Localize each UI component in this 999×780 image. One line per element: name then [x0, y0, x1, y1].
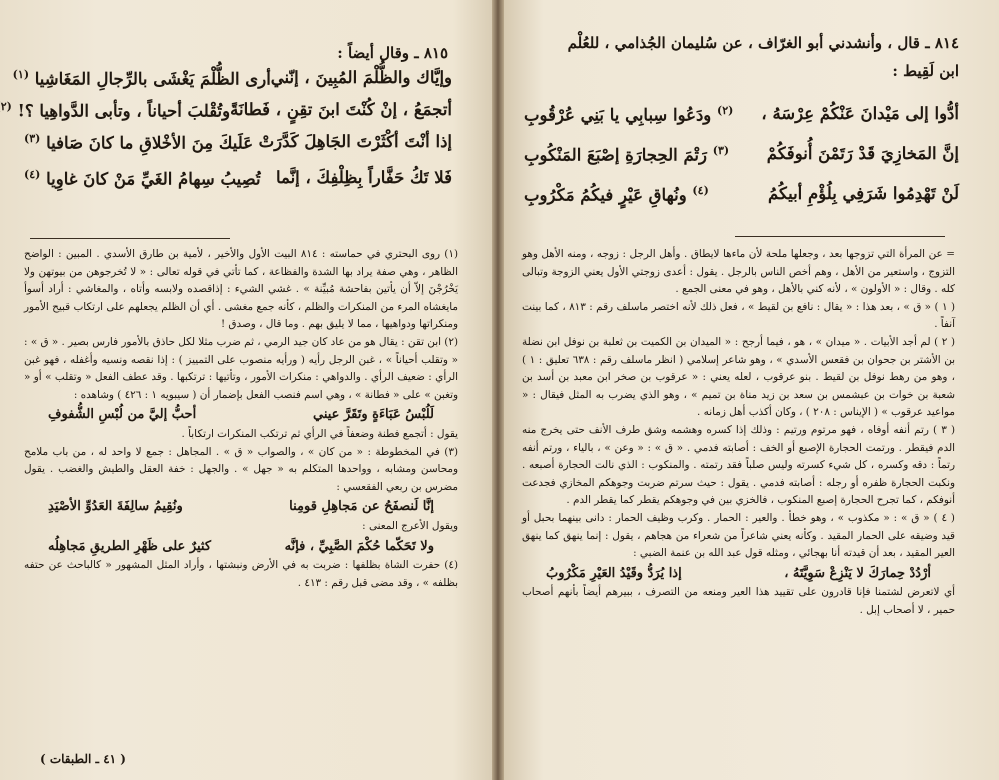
verse-line — [24, 168, 452, 189]
footnote: = عن المرأة التي تزوجها بعد ، وجعلها ملحة لأن ماءها لايطاق . وأهل الرجل : زوجه ، ومنه الأهل وهو التزوج ، واستعير من الأهل ، وهم أخص الناس بالرجل . يقول : أعدى زوجتي الأول يعني الزوجة وتبالى كله . وقال : « الأولون » ، لأنه كني بالأهل ، وهو في معنى الجمع . — [522, 248, 955, 296]
verse-hemistich: $^{(٢)}$ ودَعُوا سِبابِي يا بَنِي عُرْقُوبِ — [524, 104, 734, 125]
footnote: أي لاتعرض لشتمنا فإنا قادرون على تقييد هذا العير ومنعه من التصرف ، ببيرهم أيضاً بأنهم أصحاب حمير ، لا أصحاب إبل . — [522, 586, 955, 616]
footnote: ( ٢ ) لم أجد الأبيات . « ميدان » ، هو ، فيما أرجح : « الميدان بن الكميت بن ثعلبة بن نوفل ابن نضلة بن الأشتر بن جحوان بن فقعس الأسدي » ، وهو شاعر إسلامي ( انظر ماسلف رقم : ٦٣٨ تعليق : ١ ) ، وهو من رهط نوفل بن لقيط . بنو عرقوب ، لعله يعني : « عرقوب بن صخر ابن معبد بن أسد بن شعبة بن خوات بن عبشمس بن سعد بن زيد مناة بن تميم » ، وهو الذي يضرب به المثل فيقال : « مواعيد عرقوب » ( الإيناس : ٢٠٨ ) ، وكان أكذب أهل زمانه . — [522, 335, 956, 419]
verse-hemistich: ونُقِيمُ سالِفَةَ العَدُوِّ الأصْيَدِ — [48, 499, 183, 515]
verse-hemistich: إنَّا لَنصفَحُ عن مَجاهِلِ قومِنا — [289, 499, 434, 515]
verse-hemistich: أرى الظُّلْمَ يَغْشَى بالرِّجالِ المَغَاشِيا $^{(١)}$ — [12, 68, 271, 89]
left-page — [0, 0, 492, 780]
verse-line — [524, 104, 959, 125]
verse-hemistich: فَلا تَكُ حَفَّاراً بِظِلْفِكَ ، إنَّما — [276, 168, 452, 187]
footnote: (٤) حفرت الشاة بظلفها : ضربت به في الأرض ونبشتها ، وأراد المثل المشهور « كالباحث عن حتفه بظلفه » ، وقد مضى قبل رقم : ٤١٣ . — [24, 559, 458, 589]
verse-hemistich: لَنْ تَهْدِمُوا شَرَفِي بِلُؤْمِ أبيكُمُ — [768, 184, 959, 203]
footnote: ويقول الأعرج المعنى : — [362, 519, 458, 532]
footnote: يقول : أتجمع فطنة وضعفاً في الرأي ثم ترتكب المنكرات ارتكاباً . — [181, 427, 458, 440]
verse-line — [0, 100, 452, 121]
verse-hemistich: $^{(٤)}$ ونُهاقِ عَيْرٍ فيكُمُ مَكْرُوبِ — [524, 184, 709, 205]
quoted-verse — [48, 406, 434, 424]
verse-hemistich: أدُّوا إلى مَيْدانَ عَنْكُمْ عِرْسَهُ ، — [761, 104, 959, 123]
page-signature: ( ٤١ ـ الطبقات ) — [40, 752, 126, 766]
verse-hemistich: $^{(٣)}$ رَتْمَ الحِجارَةِ إصْبَعَ المَنْكُوبِ — [524, 144, 730, 165]
footnote: (٣) في المخطوطة : « من كان » ، والصواب « ق » . المجاهل : جمع لا واحد له ، من باب ملامح ومحاسن ومشابه ، وواحدها المتكلم به « جهل » . والجهل : خفة العقل والطيش والغضب . يقول مضرس بن ربعي الفقعسي : — [24, 445, 458, 493]
footnote: (٢) ابن تقن : يقال هو من عاد كان جيد الرمي ، ثم ضرب مثلا لكل حاذق بالأمور فارس بصير . « ق » : « وتقلب أحياناً » ، غبن الرجل رأيه ( ورأيه منصوب على التمييز ) : إذا نقصه ونسيه وأغفله ، فهو غبن الرأي : ضعيف الرأي . والدواهي : منكرات الأمور ، وتأتيها : ترتكبها . وقد عطف الفعل « وتقلب » أو « وتغبن » على « فطانة » ، وهي اسم فنصب الفعل بإضمار أن ( سيبويه ١ : ٤٢٦ ) وشاهده : — [24, 335, 458, 401]
footnotes — [522, 246, 955, 619]
section-heading: ٨١٥ ـ وقال أيضاً : — [337, 44, 448, 62]
footnote: ( ٣ ) رتم أنفه أوفاه ، فهو مرتوم ورتيم : وذلك إذا كسره وهشمه وشق طرف الأنف حتى يخرج منه الدم فيقطر . ورتمت الحجارة الإصبع أو الخف : أصابته فدمي . « ق » : « وعن » ، بالياء ، ورتم أنفه رتماً : دقه وكسره ، كل شيء كسرته وليس صلباً فقد رتمته . والمنكوب : الذي نالت الحجارة أصبعه . ونكبت الحجارة ظفره أو رجله : أصابته فدمي . يقول : حيث سرتم ضربت وجوهكم المخازي فجدعت أنوفكم ، كما تجرح الحجارة إصبع المنكوب ، فالخزي بين في وجوهكم يقطر كما يقطر الدم . — [522, 423, 956, 507]
quoted-verse — [48, 538, 434, 556]
footnote: ( ٤ ) « ق » : « مكذوب » ، وهو خطأ . والعير : الحمار . وكرب وظيف الحمار : دانى بينهما بحبل أو قيد وضيقه على الحمار المقيد . وكأنه يعني شاعراً من شعراء من هجاهم ، يقول : إنما ينهق كما ينهق العير المقيد ، بعد أن قيدته أنا بهجائي ، ومثله قول عبد الله بن عنمة الضبي : — [522, 511, 955, 560]
verse-hemistich: كثيرٌ على ظَهْرِ الطريقِ مَجاهِلُه — [48, 538, 212, 554]
right-page — [504, 0, 999, 780]
verse-hemistich: ولا تَحَكّما حُكْمَ الصَّبِيِّ ، فإنَّه — [284, 538, 434, 554]
verse-hemistich: إذا يُرَدُّ وقَيْدُ العَيْرِ مَكْرُوبُ — [546, 565, 682, 581]
verse-hemistich: وتُقْلبَ أحياناً ، وتأبى الدَّواهِيا ؟! $^{(٢}$ — [0, 100, 231, 121]
verse-hemistich: أرْدُدْ حِمارَكَ لا يَنْزِعْ سَوِيَّتَهُ ، — [784, 565, 931, 581]
footnote-rule — [30, 238, 230, 239]
footnote: (١) روى البحتري في حماسته : ٨١٤ البيت الأول والأخير ، لأمية بن طارق الأسدي . المبين : الواضح الظاهر ، وهي صفة يراد بها الشدة والفظاعة ، كما تأتي في قوله تعالى : « لا تُخرجوهن من بيوتهن ولا يَخْرُجْنَ إلاّ أن يأتين بفاحشة مُبيِّنة » . غشي الشيء : إذاقصده ولابسه وأتاه ، والمغاشي : أراد أسوأ مايغشاه المرء من المنكرات والظلم ، كأنه جمع مغشى . أي أن الظلم يجعلهم على ارتكاب قبيح الأمور ومنكراتها ودواهيها ، مما لا يليق بهم . وما قال ، وصدق ! — [24, 248, 458, 331]
verse-line — [524, 184, 959, 205]
verse-line — [12, 68, 452, 89]
verse-hemistich: إذا أنْتَ أكْثَرْتَ الجَاهِلَ كَدَّرَتْ — [258, 132, 452, 151]
book-gutter — [492, 0, 504, 780]
footnote: ( ١ ) « ق » ، بعد هذا : « يقال : نافع بن لقيط » ، فعل ذلك لأنه اختصر ماسلف رقم : ٨١٣ ، كما بينت آنفاً . — [522, 300, 956, 331]
section-heading-continued: ابن لَقِيط : — [892, 62, 959, 80]
verse-hemistich: إنَّ المَخازِيَ قَدْ رَتَمْنَ أُنوفَكُمْ — [766, 144, 959, 163]
footnotes — [24, 246, 458, 592]
verse-hemistich: عَلَيكَ مِنَ الأخْلاقِ ما كانَ صَافيا $^{(٣)}$ — [24, 132, 254, 153]
quoted-verse — [48, 498, 434, 516]
verse-line — [24, 132, 452, 153]
verse-hemistich: لَلُبْسُ عَبَاءَةٍ وتَقَرَّ عيني — [313, 407, 434, 423]
footnote-rule — [735, 236, 945, 237]
verse-line — [524, 144, 959, 165]
verse-hemistich: أتجمَعُ ، إنْ كُنْتَ ابنَ تقِنٍ ، فَطانَةً — [230, 100, 452, 119]
verse-hemistich: تُصِيبُ سِهامُ الغَيِّ مَنْ كانَ غاوِيا $^{(٤)}$ — [24, 168, 261, 189]
verse-hemistich: أحبُّ إليَّ من لُبْسِ الشُّفوفِ — [48, 407, 197, 423]
quoted-verse — [546, 565, 931, 583]
verse-hemistich: وإيَّاك والظُّلْمَ المُبِينَ ، إنّني — [270, 68, 452, 87]
section-heading: ٨١٤ ـ قال ، وأنشدني أبو الغرّاف ، عن سُليمان الجُذامي ، للعُلْم — [567, 34, 959, 52]
